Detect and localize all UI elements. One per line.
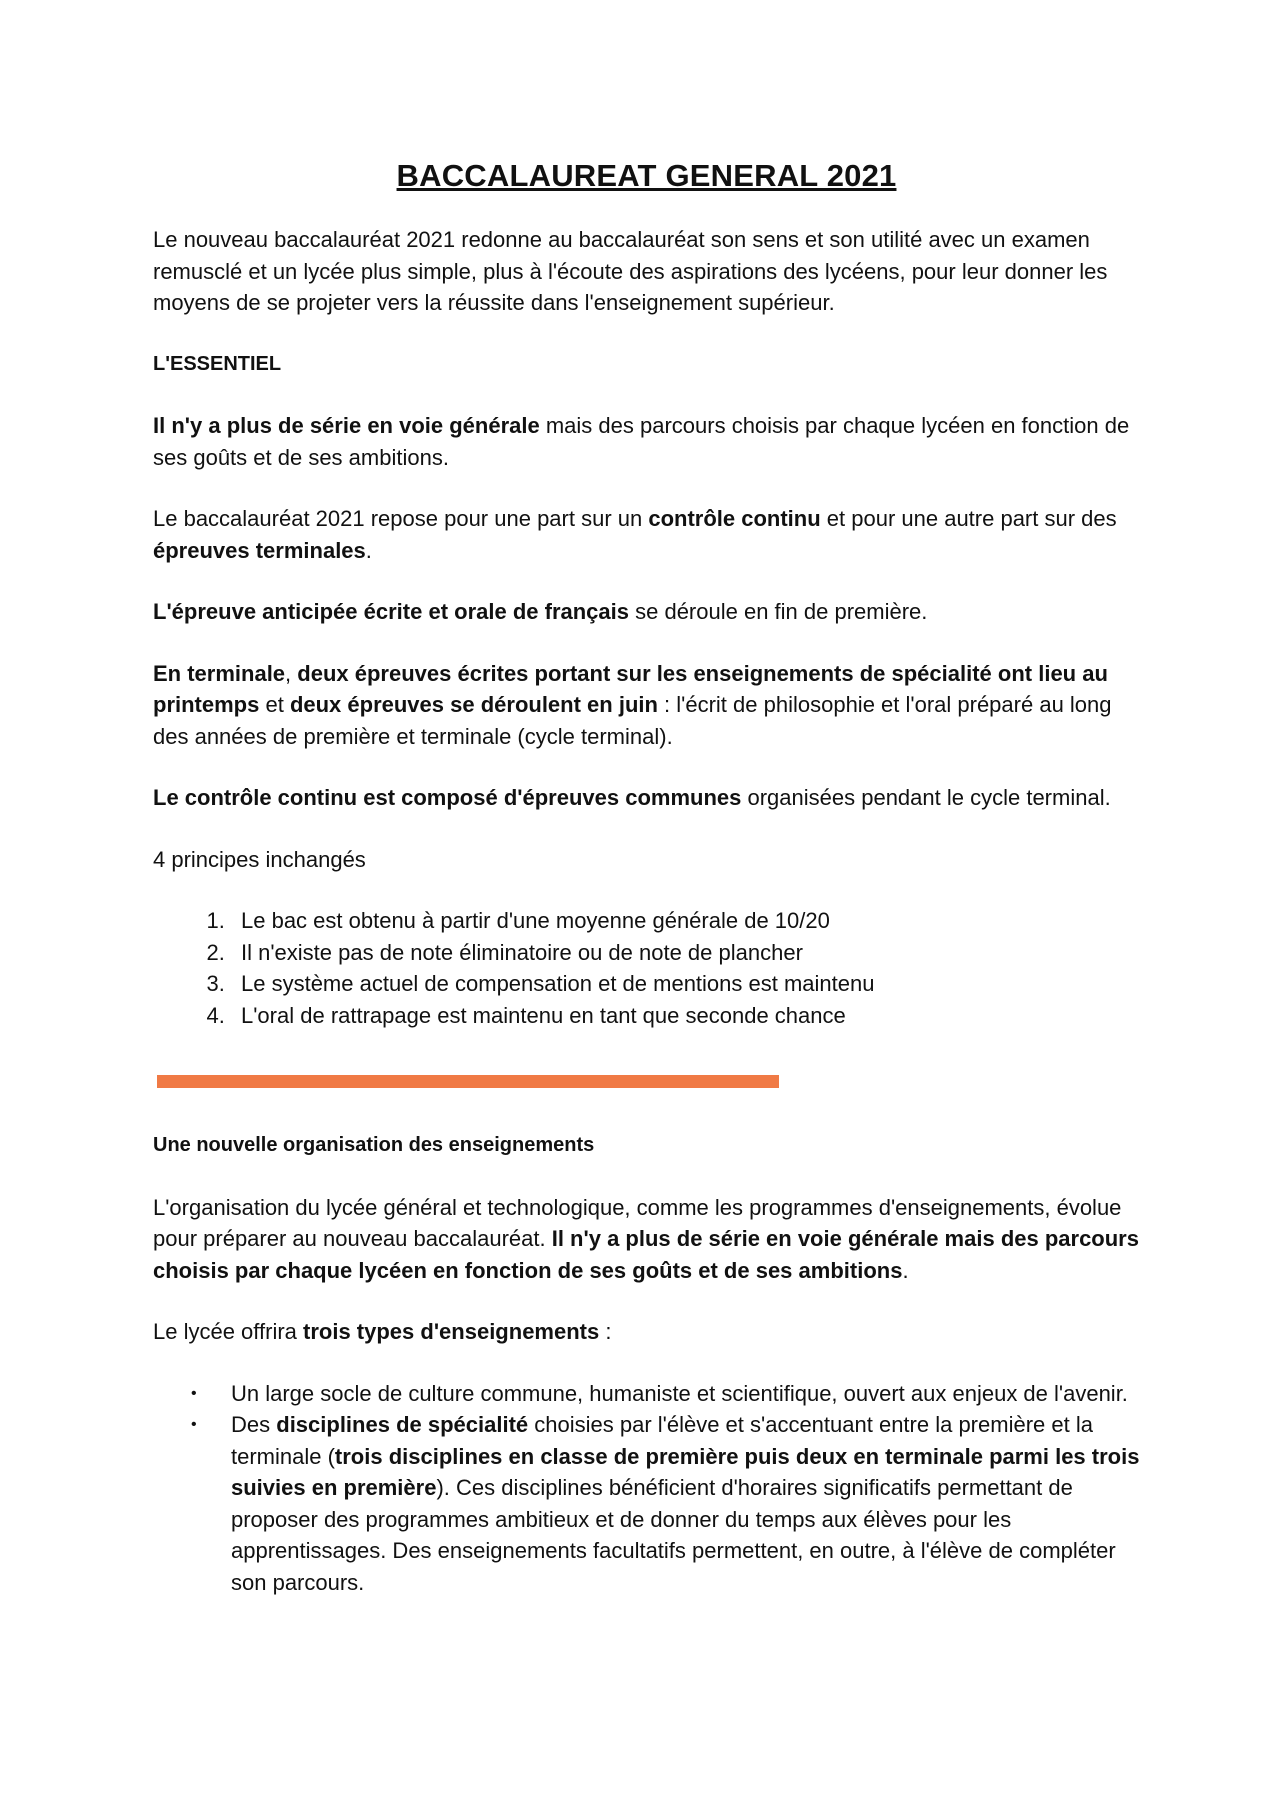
- section2-heading: Une nouvelle organisation des enseignements: [153, 1134, 595, 1156]
- bullet-icon: •: [191, 1416, 197, 1433]
- list-item: 1. Le bac est obtenu à partir d'une moyenne générale de 10/20: [231, 905, 1140, 937]
- essentiel-heading: L'ESSENTIEL: [153, 352, 282, 375]
- bold-text: Il n'y a plus de série en voie générale: [153, 413, 540, 438]
- list-item: 2. Il n'existe pas de note éliminatoire ou de note de plancher: [231, 937, 1140, 969]
- bold-text: Il n'y a plus de série en voie générale mais des parcours choisis par chaque lycéen en fonction de ses goûts et de ses ambitions: [153, 1226, 1139, 1283]
- paragraph-organisation: L'organisation du lycée général et technologique, comme les programmes d'enseignements, évolue pour préparer au nouveau baccalauréat. Il n'y a plus de série en voie générale mais des parcours choisis par chaque lycéen en fonction de ses goûts et de ses ambitions.: [153, 1194, 1139, 1283]
- bold-text: En terminale: [153, 660, 286, 686]
- bold-text: deux épreuves se déroulent en juin: [289, 692, 658, 717]
- principes-label: 4 principes inchangés: [153, 846, 366, 872]
- paragraph-controle: Le baccalauréat 2021 repose pour une part sur un contrôle continu et pour une autre part sur des épreuves terminales.: [153, 506, 1117, 563]
- bold-text: trois disciplines en classe de première puis deux en terminale parmi les trois suivies en première: [231, 1443, 1140, 1500]
- list-item: 3. Le système actuel de compensation et de mentions est maintenu: [231, 968, 1140, 1000]
- intro-paragraph: Le nouveau baccalauréat 2021 redonne au baccalauréat son sens et son utilité avec un examen remusclé et un lycée plus simple, plus à l'écoute des aspirations des lycéens, pour leur donner les moyens de se projeter vers la réussite dans l'enseignement supérieur.: [153, 227, 1108, 315]
- principes-list: [153, 905, 1140, 1031]
- bold-text: contrôle continu: [648, 506, 821, 531]
- paragraph-controle-continu: Le contrôle continu est composé d'épreuves communes organisées pendant le cycle terminal.: [153, 785, 1111, 810]
- bold-text: épreuves terminales: [153, 537, 366, 563]
- paragraph-terminale: En terminale, deux épreuves écrites portant sur les enseignements de spécialité ont lieu au printemps et deux épreuves se déroulent en juin : l'écrit de philosophie et l'oral préparé au long des années de première et terminale (cycle terminal).: [153, 660, 1112, 749]
- bold-text: L'épreuve anticipée écrite et orale de français: [153, 599, 629, 624]
- paragraph-francais: L'épreuve anticipée écrite et orale de français se déroule en fin de première.: [153, 599, 928, 624]
- bold-text: Le contrôle continu est composé d'épreuves communes: [153, 785, 742, 810]
- list-item: 4. L'oral de rattrapage est maintenu en tant que seconde chance: [231, 1000, 1140, 1032]
- bold-text: deux épreuves écrites portant sur les enseignements de spécialité ont lieu au printemps: [153, 660, 1108, 717]
- bold-text: trois types d'enseignements: [303, 1319, 600, 1344]
- bold-text: disciplines de spécialité: [276, 1412, 529, 1437]
- list-item: • Un large socle de culture commune, humaniste et scientifique, ouvert aux enjeux de l'avenir.: [231, 1378, 1140, 1410]
- bullet-icon: •: [191, 1384, 197, 1402]
- orange-divider: [157, 1075, 779, 1088]
- enseignements-list: [153, 1378, 1140, 1599]
- list-item: • Des disciplines de spécialité choisies par l'élève et s'accentuant entre la première et la terminale (trois disciplines en classe de première puis deux en terminale parmi les trois suivies en première). Ces disciplines bénéficient d'horaires significatifs permettant de proposer des programmes ambitieux et de donner du temps aux élèves pour les apprentissages. Des enseignements facultatifs permettent, en outre, à l'élève de compléter son parcours.: [231, 1409, 1140, 1598]
- paragraph-series: Il n'y a plus de série en voie générale mais des parcours choisis par chaque lycéen en fonction de ses goûts et de ses ambitions.: [153, 413, 1130, 470]
- paragraph-types: Le lycée offrira trois types d'enseignements :: [153, 1319, 612, 1344]
- document-title: BACCALAUREAT GENERAL 2021: [396, 158, 897, 193]
